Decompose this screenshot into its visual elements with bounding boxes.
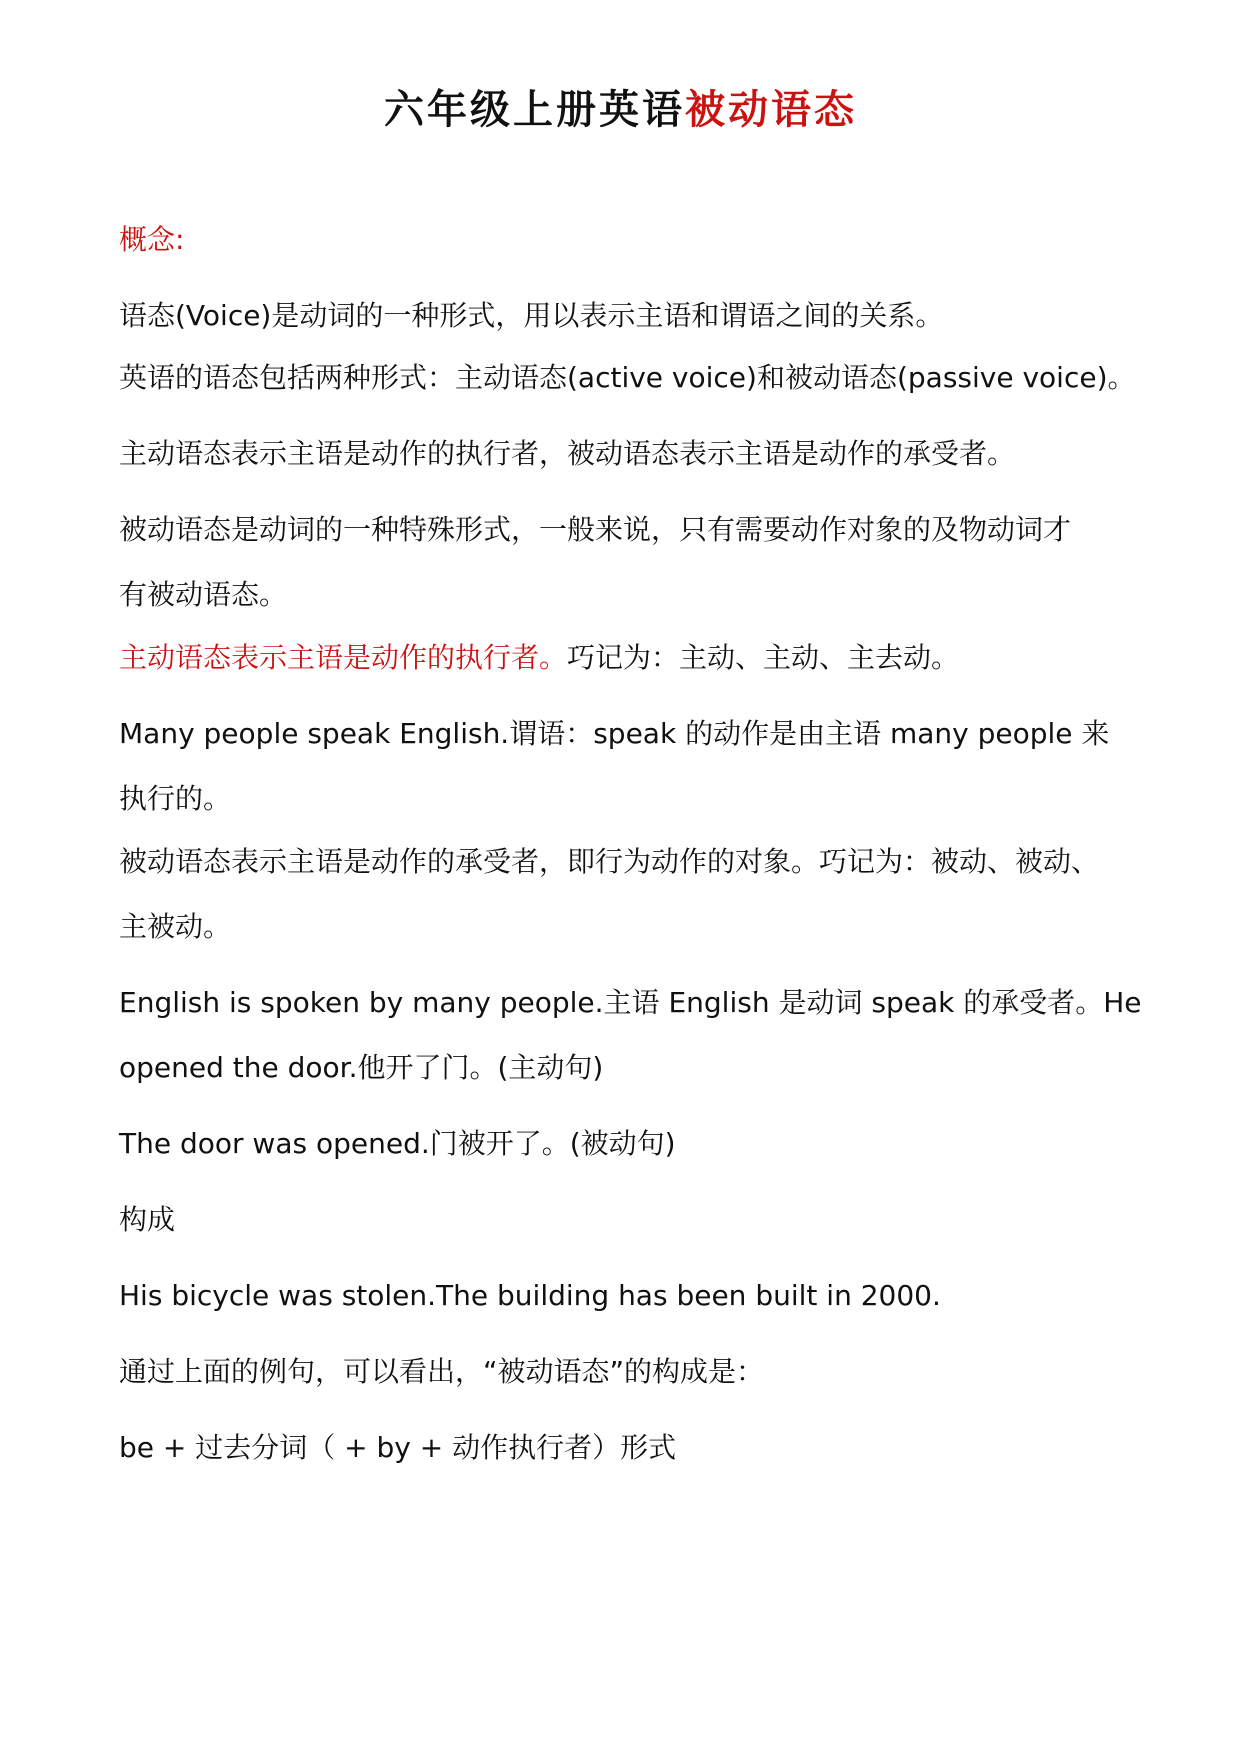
active-rule-highlight: 主动语态表示主语是动作的执行者。 <box>119 641 568 674</box>
example-active-b: 执行的。 <box>119 782 232 815</box>
paragraph-active-mnemonic <box>119 625 1129 691</box>
paragraph-passive-special-b: 有被动语态。 <box>119 578 288 611</box>
example-door-passive: The door was opened.门被开了。(被动句) <box>119 1127 676 1160</box>
paragraph-passive-mnemonic-a: 被动语态表示主语是动作的承受者，即行为动作的对象。巧记为：被动、被动、 <box>119 845 1100 878</box>
example-active-a: Many people speak English.谓语：speak 的动作是由主语 many people 来 <box>119 717 1110 750</box>
example-structure: His bicycle was stolen.The building has been built in 2000. <box>119 1279 941 1312</box>
example-passive-b: opened the door.他开了门。(主动句) <box>119 1051 604 1084</box>
paragraph-structure-intro: 通过上面的例句，可以看出，“被动语态”的构成是： <box>119 1355 765 1388</box>
title-main: 六年级上册英语 <box>384 87 685 133</box>
page-title <box>0 84 1241 136</box>
paragraph-voice-forms: 英语的语态包括两种形式：主动语态(active voice)和被动语态(passive voice)。 <box>119 361 1136 394</box>
paragraph-passive-mnemonic-b: 主被动。 <box>119 910 232 943</box>
title-highlight: 被动语态 <box>685 87 857 133</box>
active-mnemonic-text: 巧记为：主动、主动、主去动。 <box>567 641 960 674</box>
paragraph-active-passive: 主动语态表示主语是动作的执行者，被动语态表示主语是动作的承受者。 <box>119 437 1016 470</box>
paragraph-passive-special-a: 被动语态是动词的一种特殊形式，一般来说，只有需要动作对象的及物动词才 <box>119 513 1072 546</box>
paragraph-voice-definition: 语态(Voice)是动词的一种形式，用以表示主语和谓语之间的关系。 <box>119 299 944 332</box>
example-passive-a: English is spoken by many people.主语 English 是动词 speak 的承受者。He <box>119 986 1142 1019</box>
formula-structure: be + 过去分词（ + by + 动作执行者）形式 <box>119 1431 677 1464</box>
section-heading-structure: 构成 <box>119 1203 176 1236</box>
concept-label: 概念: <box>119 223 185 256</box>
